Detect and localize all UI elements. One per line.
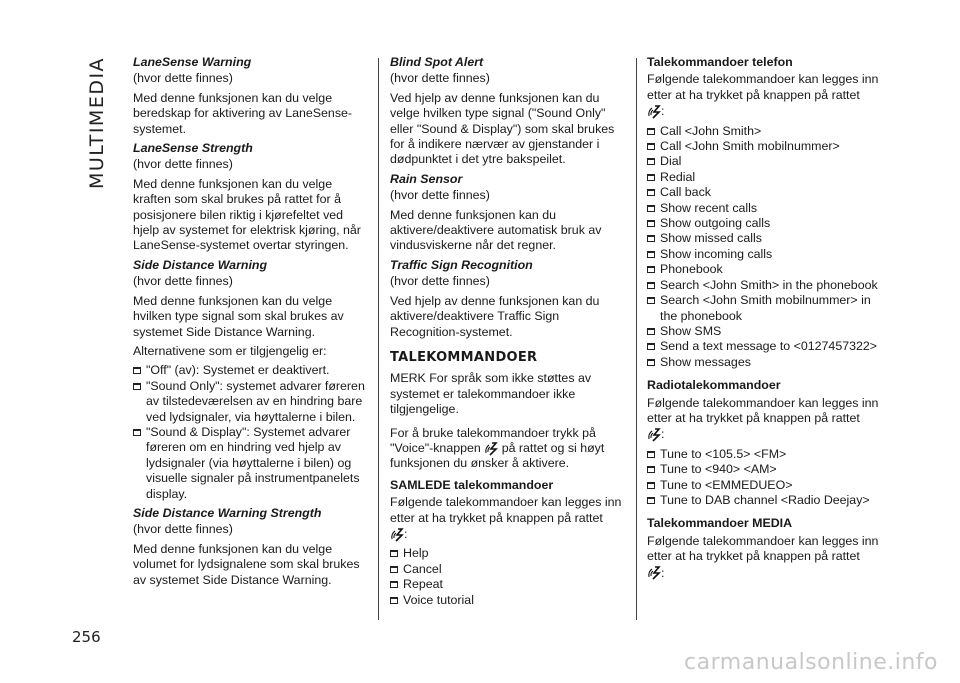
- bullet-box-icon: [647, 266, 655, 273]
- list-item: Call <John Smith>: [647, 124, 887, 139]
- bullet-box-icon: [647, 328, 655, 335]
- note: (hvor dette finnes): [390, 274, 490, 289]
- heading-side-distance-warning: Side Distance Warning: [133, 257, 268, 272]
- list-item: "Off" (av): Systemet er deaktivert.: [133, 363, 368, 378]
- side-chapter-title: MULTIMEDIA: [86, 56, 108, 190]
- note: (hvor dette finnes): [133, 274, 233, 289]
- bullet-box-icon: [647, 174, 655, 181]
- bullet-box-icon: [647, 466, 655, 473]
- list-item: Help: [390, 546, 630, 561]
- list-item: Cancel: [390, 562, 630, 577]
- note: (hvor dette finnes): [133, 71, 233, 86]
- column-1: [133, 55, 368, 592]
- list-item: Phonebook: [647, 262, 887, 277]
- bullet-box-icon: [647, 282, 655, 289]
- heading-traffic-sign-recognition: Traffic Sign Recognition: [390, 257, 533, 272]
- list-item: Tune to DAB channel <Radio Deejay>: [647, 493, 887, 508]
- voice-button-icon: [484, 442, 498, 456]
- heading-side-distance-warning-strength: Side Distance Warning Strength: [133, 505, 322, 520]
- bullet-box-icon: [647, 235, 655, 242]
- bullet-box-icon: [647, 297, 655, 304]
- paragraph: Følgende talekommandoer kan legges inn etter at ha trykket på knappen på rattet: [647, 533, 879, 564]
- voice-button-icon: [647, 105, 661, 119]
- list-item: Show missed calls: [647, 231, 887, 246]
- list-item: Tune to <940> <AM>: [647, 462, 887, 477]
- paragraph: Ved hjelp av denne funksjonen kan du aktivere/deaktivere Traffic Sign Recognition-systemet.: [390, 293, 600, 339]
- section-title: TALEKOMMANDOER: [390, 349, 538, 365]
- list-item: Search <John Smith> in the phonebook: [647, 278, 887, 293]
- heading-lanesense-warning: LaneSense Warning: [133, 55, 252, 69]
- voice-button-icon: [647, 428, 661, 442]
- paragraph: Med denne funksjonen kan du velge beredskap for aktivering av LaneSense-systemet.: [133, 90, 353, 136]
- list-item: Show SMS: [647, 324, 887, 339]
- paragraph: Med denne funksjonen kan du velge kraften som skal brukes på rattet for å posisjonere bilen riktig i kjørefeltet ved hjelp av systemet for elektrisk kjøring, når LaneSense-systemet overtar styringen.: [133, 176, 361, 253]
- bullet-box-icon: [647, 128, 655, 135]
- voice-button-icon: [390, 528, 404, 542]
- list-item: Show incoming calls: [647, 247, 887, 262]
- paragraph: Ved hjelp av denne funksjonen kan du velge hvilken type signal ("Sound Only" eller "Sound & Display") som skal brukes for å indikere nærvær av gjenstander i dødpunktet i det ytre bakspeilet.: [390, 90, 615, 167]
- list-item: Send a text message to <0127457322>: [647, 339, 887, 354]
- page-number: 256: [72, 628, 101, 646]
- column-2: Blind Spot Alert (hvor dette finnes) Ved hjelp av denne funksjonen kan du velge hvilken type signal ("Sound Only" eller "Sound & Display") som skal brukes for å indikere nærvær av gjenstander i dødpunktet i det ytre bakspeilet. Rain Sensor (hvor dette finnes) Med denne funksjonen kan du aktivere/deaktivere automatisk bruk av vindusviskerne når det regner. Traffic Sign Recognition (hvor dette finnes) Ved hjelp av denne funksjonen kan du aktivere/deaktivere Traffic Sign Recognition-systemet. TALEKOMMANDOER MERK For språk som ikke støttes av systemet er talekommandoer ikke tilgjengelige. For å bruke talekommandoer trykk på "Voice"-knappen på rattet og si høyt funksjonen du ønsker å aktivere. SAMLEDE talekommandoer Følgende talekommandoer kan legges inn etter at ha trykket på knappen på rattet : Help Cancel Repeat Voice tutorial: [390, 55, 630, 608]
- bullet-box-icon: [647, 251, 655, 258]
- watermark: carmanualsonline.info: [684, 650, 938, 675]
- heading-radiotalekommandoer: Radiotalekommandoer: [647, 378, 781, 393]
- bullet-box-icon: [390, 581, 398, 588]
- bullet-box-icon: [133, 367, 141, 374]
- paragraph: Følgende talekommandoer kan legges inn etter at ha trykket på knappen på rattet: [647, 395, 879, 425]
- column-divider-1: [378, 58, 379, 620]
- list-item: Redial: [647, 170, 887, 185]
- heading-rain-sensor: Rain Sensor: [390, 171, 463, 186]
- heading-talekommandoer-media: Talekommandoer MEDIA: [647, 516, 793, 531]
- list-item: Tune to <EMMEDUEO>: [647, 478, 887, 493]
- bullet-box-icon: [390, 566, 398, 573]
- bullet-box-icon: [647, 143, 655, 150]
- paragraph: Følgende talekommandoer kan legges inn etter at ha trykket på knappen på rattet: [390, 495, 622, 525]
- voice-button-icon: [647, 566, 661, 580]
- bullet-box-icon: [647, 158, 655, 165]
- paragraph-note: MERK For språk som ikke støttes av systemet er talekommandoer ikke tilgjengelige.: [390, 371, 592, 417]
- paragraph: Med denne funksjonen kan du aktivere/deaktivere automatisk bruk av vindusviskerne når det regner.: [390, 207, 602, 253]
- paragraph: For å bruke talekommandoer trykk på "Voice"-knappen på rattet og si høyt funksjonen du ønsker å aktivere.: [390, 425, 605, 471]
- paragraph: Med denne funksjonen kan du velge volumet for lydsignalene som skal brukes av systemet Side Distance Warning.: [133, 541, 360, 587]
- bullet-box-icon: [647, 497, 655, 504]
- bullet-box-icon: [133, 383, 141, 390]
- paragraph: Følgende talekommandoer kan legges inn etter at ha trykket på knappen på rattet: [647, 72, 879, 102]
- list-item: Show recent calls: [647, 201, 887, 216]
- note: (hvor dette finnes): [133, 522, 233, 537]
- paragraph: Alternativene som er tilgjengelig er:: [133, 343, 327, 358]
- bullet-box-icon: [647, 343, 655, 350]
- note: (hvor dette finnes): [390, 188, 490, 203]
- list-item: Search <John Smith mobilnummer> in the phonebook: [647, 293, 887, 324]
- bullet-box-icon: [390, 550, 398, 557]
- bullet-box-icon: [133, 429, 141, 436]
- heading-lanesense-strength: LaneSense Strength: [133, 141, 253, 156]
- list-item: Dial: [647, 154, 887, 169]
- list-item: Call back: [647, 185, 887, 200]
- bullet-box-icon: [647, 482, 655, 489]
- list-item: Show messages: [647, 355, 887, 370]
- heading-samlede: SAMLEDE talekommandoer: [390, 477, 554, 492]
- list-item: Tune to <105.5> <FM>: [647, 447, 887, 462]
- list-item: Voice tutorial: [390, 593, 630, 608]
- heading-blind-spot-alert: Blind Spot Alert: [390, 55, 484, 69]
- column-3: Talekommandoer telefon Følgende talekommandoer kan legges inn etter at ha trykket på knappen på rattet : Call <John Smith> Call <John Smith mobilnummer> Dial Redial Call back Show recent calls Show outgoing calls Show missed calls Show incoming calls Phonebook Search <John Smith> in the phonebook Search <John Smith mobilnummer> in the phonebook Show SMS Send a text message to <0127457322> Show messages Radiotalekommandoer Følgende talekommandoer kan legges inn etter at ha trykket på knappen på rattet : Tune to <105.5> <FM> Tune to <940> <AM> Tune to <EMMEDUEO> Tune to DAB channel <Radio Deejay> Talekommandoer MEDIA Følgende talekommandoer kan legges inn etter at ha trykket på knappen på rattet :: [647, 55, 887, 585]
- note: (hvor dette finnes): [390, 71, 490, 86]
- bullet-box-icon: [647, 220, 655, 227]
- bullet-box-icon: [647, 359, 655, 366]
- list-item: "Sound Only": systemet advarer føreren av tilstedeværelsen av en hindring bare ved lydsignaler, via høyttalerne i bilen.: [133, 379, 368, 425]
- paragraph: Med denne funksjonen kan du velge hvilken type signal som skal brukes av systemet Side Distance Warning.: [133, 293, 344, 339]
- list-item: Repeat: [390, 577, 630, 592]
- list-item: Show outgoing calls: [647, 216, 887, 231]
- list-item: "Sound & Display": Systemet advarer føreren om en hindring ved hjelp av lydsignaler (via høyttalerne i bilen) og visuelle signaler på instrumentpanelets display.: [133, 425, 368, 502]
- bullet-box-icon: [647, 189, 655, 196]
- column-divider-2: [636, 58, 637, 620]
- heading-talekommandoer-telefon: Talekommandoer telefon: [647, 55, 793, 69]
- bullet-box-icon: [390, 597, 398, 604]
- list-item: Call <John Smith mobilnummer>: [647, 139, 887, 154]
- note: (hvor dette finnes): [133, 157, 233, 172]
- bullet-box-icon: [647, 451, 655, 458]
- bullet-box-icon: [647, 205, 655, 212]
